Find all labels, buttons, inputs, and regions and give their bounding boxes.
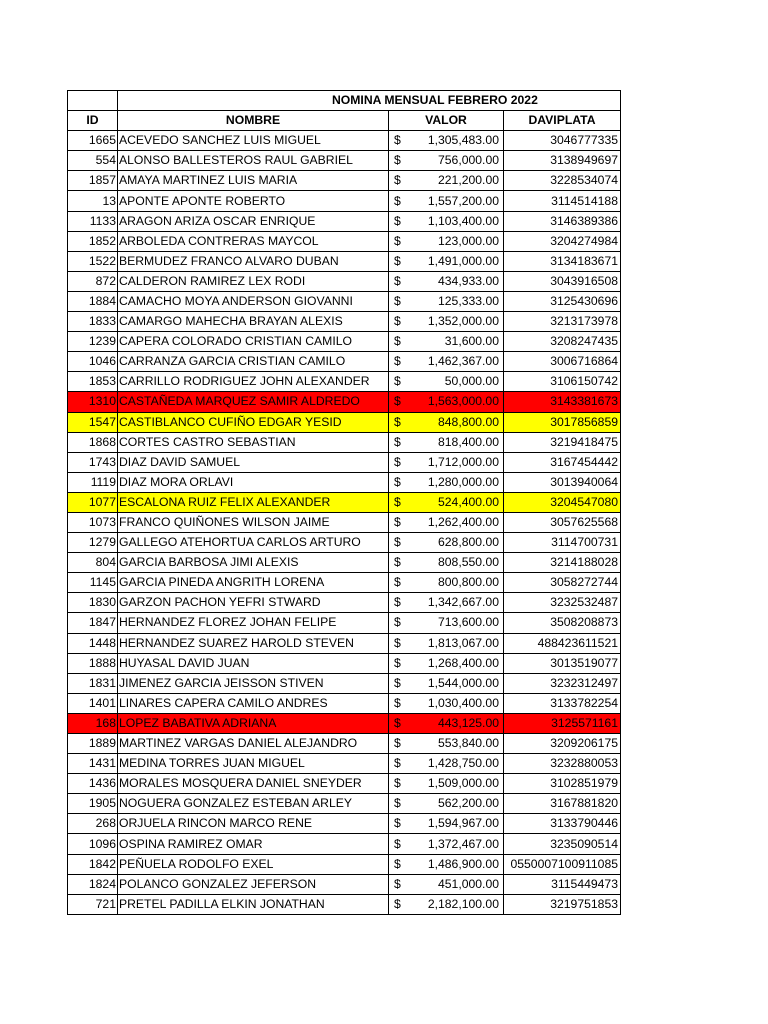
cell-valor: 443,125.00 [407, 713, 504, 733]
table-row [68, 874, 621, 894]
cell-nombre: ARAGON ARIZA OSCAR ENRIQUE [118, 211, 389, 231]
cell-nombre: HERNANDEZ FLOREZ JOHAN FELIPE [118, 613, 389, 633]
cell-daviplata: 3106150742 [504, 372, 621, 392]
cell-id: 872 [68, 271, 118, 291]
cell-nombre: NOGUERA GONZALEZ ESTEBAN ARLEY [118, 794, 389, 814]
cell-daviplata: 3102851979 [504, 774, 621, 794]
header-id: ID [68, 111, 118, 131]
cell-daviplata: 3125430696 [504, 291, 621, 311]
cell-daviplata: 3146389386 [504, 211, 621, 231]
table-row [68, 613, 621, 633]
cell-valor: 123,000.00 [407, 231, 504, 251]
cell-daviplata: 3167881820 [504, 794, 621, 814]
table-row [68, 533, 621, 553]
cell-nombre: MORALES MOSQUERA DANIEL SNEYDER [118, 774, 389, 794]
cell-nombre: GALLEGO ATEHORTUA CARLOS ARTURO [118, 533, 389, 553]
cell-currency: $ [389, 211, 407, 231]
cell-nombre: JIMENEZ GARCIA JEISSON STIVEN [118, 673, 389, 693]
cell-valor: 1,305,483.00 [407, 131, 504, 151]
cell-valor: 451,000.00 [407, 874, 504, 894]
title-spacer [68, 91, 118, 111]
cell-daviplata: 3508208873 [504, 613, 621, 633]
cell-nombre: PRETEL PADILLA ELKIN JONATHAN [118, 894, 389, 914]
table-row [68, 432, 621, 452]
cell-currency: $ [389, 191, 407, 211]
cell-id: 1073 [68, 512, 118, 532]
table-row [68, 291, 621, 311]
cell-daviplata: 3235090514 [504, 834, 621, 854]
cell-id: 1842 [68, 854, 118, 874]
cell-currency: $ [389, 231, 407, 251]
cell-daviplata: 3013940064 [504, 472, 621, 492]
cell-currency: $ [389, 553, 407, 573]
cell-valor: 1,280,000.00 [407, 472, 504, 492]
cell-currency: $ [389, 412, 407, 432]
cell-currency: $ [389, 874, 407, 894]
table-row [68, 573, 621, 593]
table-row [68, 131, 621, 151]
cell-currency: $ [389, 894, 407, 914]
cell-daviplata: 3115449473 [504, 874, 621, 894]
cell-currency: $ [389, 814, 407, 834]
cell-currency: $ [389, 171, 407, 191]
cell-nombre: DIAZ MORA ORLAVI [118, 472, 389, 492]
table-body [68, 131, 621, 915]
table-row [68, 332, 621, 352]
cell-nombre: ACEVEDO SANCHEZ LUIS MIGUEL [118, 131, 389, 151]
cell-id: 1833 [68, 312, 118, 332]
table-row [68, 553, 621, 573]
cell-currency: $ [389, 533, 407, 553]
cell-nombre: CASTIBLANCO CUFIÑO EDGAR YESID [118, 412, 389, 432]
cell-id: 1852 [68, 231, 118, 251]
cell-nombre: GARCIA BARBOSA JIMI ALEXIS [118, 553, 389, 573]
cell-daviplata: 3208247435 [504, 332, 621, 352]
cell-valor: 713,600.00 [407, 613, 504, 633]
cell-daviplata: 3013519077 [504, 653, 621, 673]
cell-id: 1547 [68, 412, 118, 432]
cell-nombre: MEDINA TORRES JUAN MIGUEL [118, 754, 389, 774]
table-row [68, 794, 621, 814]
cell-id: 1888 [68, 653, 118, 673]
cell-id: 13 [68, 191, 118, 211]
cell-currency: $ [389, 151, 407, 171]
cell-daviplata: 3204274984 [504, 231, 621, 251]
cell-daviplata: 3219418475 [504, 432, 621, 452]
cell-daviplata: 3209206175 [504, 734, 621, 754]
table-row [68, 452, 621, 472]
cell-id: 1830 [68, 593, 118, 613]
cell-nombre: CALDERON RAMIREZ LEX RODI [118, 271, 389, 291]
table-row [68, 774, 621, 794]
cell-valor: 50,000.00 [407, 372, 504, 392]
cell-id: 1239 [68, 332, 118, 352]
cell-daviplata: 3125571161 [504, 713, 621, 733]
table-row [68, 734, 621, 754]
cell-currency: $ [389, 754, 407, 774]
cell-valor: 524,400.00 [407, 492, 504, 512]
cell-valor: 1,462,367.00 [407, 352, 504, 372]
cell-id: 1310 [68, 392, 118, 412]
table-row [68, 653, 621, 673]
cell-nombre: CASTAÑEDA MARQUEZ SAMIR ALDREDO [118, 392, 389, 412]
cell-id: 1133 [68, 211, 118, 231]
cell-id: 1831 [68, 673, 118, 693]
cell-id: 1046 [68, 352, 118, 372]
table-row [68, 312, 621, 332]
cell-nombre: BERMUDEZ FRANCO ALVARO DUBAN [118, 251, 389, 271]
sheet-title: NOMINA MENSUAL FEBRERO 2022 [118, 91, 621, 111]
cell-valor: 628,800.00 [407, 533, 504, 553]
cell-currency: $ [389, 673, 407, 693]
cell-daviplata: 3214188028 [504, 553, 621, 573]
cell-currency: $ [389, 854, 407, 874]
cell-id: 1522 [68, 251, 118, 271]
cell-id: 1431 [68, 754, 118, 774]
cell-nombre: APONTE APONTE ROBERTO [118, 191, 389, 211]
header-daviplata: DAVIPLATA [504, 111, 621, 131]
cell-id: 1436 [68, 774, 118, 794]
cell-daviplata: 3219751853 [504, 894, 621, 914]
payroll-table [67, 90, 621, 915]
cell-id: 1824 [68, 874, 118, 894]
cell-id: 1119 [68, 472, 118, 492]
cell-currency: $ [389, 633, 407, 653]
cell-valor: 1,428,750.00 [407, 754, 504, 774]
cell-nombre: HUYASAL DAVID JUAN [118, 653, 389, 673]
cell-id: 1847 [68, 613, 118, 633]
cell-currency: $ [389, 774, 407, 794]
cell-valor: 221,200.00 [407, 171, 504, 191]
cell-currency: $ [389, 734, 407, 754]
table-row [68, 834, 621, 854]
cell-valor: 125,333.00 [407, 291, 504, 311]
cell-nombre: CAMACHO MOYA ANDERSON GIOVANNI [118, 291, 389, 311]
cell-valor: 1,103,400.00 [407, 211, 504, 231]
cell-id: 1096 [68, 834, 118, 854]
cell-nombre: ARBOLEDA CONTRERAS MAYCOL [118, 231, 389, 251]
cell-valor: 1,594,967.00 [407, 814, 504, 834]
table-row [68, 151, 621, 171]
cell-id: 1401 [68, 693, 118, 713]
table-row [68, 392, 621, 412]
cell-daviplata: 3058272744 [504, 573, 621, 593]
cell-id: 1743 [68, 452, 118, 472]
cell-daviplata: 3134183671 [504, 251, 621, 271]
cell-valor: 848,800.00 [407, 412, 504, 432]
cell-valor: 1,563,000.00 [407, 392, 504, 412]
cell-currency: $ [389, 593, 407, 613]
cell-valor: 1,491,000.00 [407, 251, 504, 271]
cell-nombre: LOPEZ BABATIVA ADRIANA [118, 713, 389, 733]
cell-currency: $ [389, 472, 407, 492]
cell-currency: $ [389, 372, 407, 392]
cell-nombre: FRANCO QUIÑONES WILSON JAIME [118, 512, 389, 532]
cell-currency: $ [389, 432, 407, 452]
cell-nombre: ALONSO BALLESTEROS RAUL GABRIEL [118, 151, 389, 171]
cell-currency: $ [389, 573, 407, 593]
cell-currency: $ [389, 613, 407, 633]
cell-nombre: ORJUELA RINCON MARCO RENE [118, 814, 389, 834]
table-row [68, 191, 621, 211]
cell-id: 1853 [68, 372, 118, 392]
cell-id: 1077 [68, 492, 118, 512]
cell-daviplata: 3057625568 [504, 512, 621, 532]
cell-id: 804 [68, 553, 118, 573]
cell-valor: 1,268,400.00 [407, 653, 504, 673]
cell-nombre: CORTES CASTRO SEBASTIAN [118, 432, 389, 452]
table-row [68, 372, 621, 392]
cell-daviplata: 3006716864 [504, 352, 621, 372]
cell-daviplata: 3213173978 [504, 312, 621, 332]
cell-daviplata: 3017856859 [504, 412, 621, 432]
cell-daviplata: 3114700731 [504, 533, 621, 553]
cell-valor: 1,712,000.00 [407, 452, 504, 472]
cell-nombre: AMAYA MARTINEZ LUIS MARIA [118, 171, 389, 191]
cell-id: 1279 [68, 533, 118, 553]
cell-id: 1145 [68, 573, 118, 593]
cell-valor: 1,486,900.00 [407, 854, 504, 874]
table-row [68, 593, 621, 613]
cell-currency: $ [389, 492, 407, 512]
cell-valor: 1,030,400.00 [407, 693, 504, 713]
cell-daviplata: 3043916508 [504, 271, 621, 291]
cell-id: 1868 [68, 432, 118, 452]
cell-nombre: HERNANDEZ SUAREZ HAROLD STEVEN [118, 633, 389, 653]
cell-valor: 553,840.00 [407, 734, 504, 754]
cell-id: 554 [68, 151, 118, 171]
table-row [68, 412, 621, 432]
cell-id: 1448 [68, 633, 118, 653]
table-row [68, 512, 621, 532]
cell-id: 1857 [68, 171, 118, 191]
cell-nombre: LINARES CAPERA CAMILO ANDRES [118, 693, 389, 713]
cell-currency: $ [389, 392, 407, 412]
cell-currency: $ [389, 653, 407, 673]
table-row [68, 633, 621, 653]
table-row [68, 352, 621, 372]
cell-id: 268 [68, 814, 118, 834]
cell-daviplata: 3138949697 [504, 151, 621, 171]
cell-valor: 1,262,400.00 [407, 512, 504, 532]
cell-daviplata: 3204547080 [504, 492, 621, 512]
cell-id: 168 [68, 713, 118, 733]
cell-valor: 818,400.00 [407, 432, 504, 452]
header-nombre: NOMBRE [118, 111, 389, 131]
cell-valor: 1,352,000.00 [407, 312, 504, 332]
cell-currency: $ [389, 352, 407, 372]
cell-id: 1905 [68, 794, 118, 814]
cell-currency: $ [389, 271, 407, 291]
cell-nombre: OSPINA RAMIREZ OMAR [118, 834, 389, 854]
cell-currency: $ [389, 713, 407, 733]
cell-nombre: MARTINEZ VARGAS DANIEL ALEJANDRO [118, 734, 389, 754]
cell-daviplata: 0550007100911085 [504, 854, 621, 874]
cell-currency: $ [389, 332, 407, 352]
cell-valor: 2,182,100.00 [407, 894, 504, 914]
cell-valor: 1,813,067.00 [407, 633, 504, 653]
table-row [68, 171, 621, 191]
cell-valor: 1,342,667.00 [407, 593, 504, 613]
cell-daviplata: 3143381673 [504, 392, 621, 412]
cell-daviplata: 3114514188 [504, 191, 621, 211]
cell-daviplata: 3133790446 [504, 814, 621, 834]
cell-nombre: DIAZ DAVID SAMUEL [118, 452, 389, 472]
cell-nombre: GARCIA PINEDA ANGRITH LORENA [118, 573, 389, 593]
table-row [68, 211, 621, 231]
cell-valor: 1,509,000.00 [407, 774, 504, 794]
cell-nombre: CARRANZA GARCIA CRISTIAN CAMILO [118, 352, 389, 372]
cell-valor: 31,600.00 [407, 332, 504, 352]
cell-currency: $ [389, 312, 407, 332]
table-row [68, 492, 621, 512]
cell-id: 1889 [68, 734, 118, 754]
cell-valor: 434,933.00 [407, 271, 504, 291]
cell-currency: $ [389, 131, 407, 151]
table-row [68, 251, 621, 271]
cell-valor: 808,550.00 [407, 553, 504, 573]
cell-id: 1665 [68, 131, 118, 151]
header-row [68, 111, 621, 131]
cell-nombre: GARZON PACHON YEFRI STWARD [118, 593, 389, 613]
cell-nombre: ESCALONA RUIZ FELIX ALEXANDER [118, 492, 389, 512]
table-row [68, 673, 621, 693]
cell-currency: $ [389, 693, 407, 713]
cell-valor: 1,544,000.00 [407, 673, 504, 693]
cell-daviplata: 488423611521 [504, 633, 621, 653]
cell-nombre: CAPERA COLORADO CRISTIAN CAMILO [118, 332, 389, 352]
table-row [68, 472, 621, 492]
cell-valor: 1,372,467.00 [407, 834, 504, 854]
cell-currency: $ [389, 794, 407, 814]
cell-valor: 756,000.00 [407, 151, 504, 171]
cell-currency: $ [389, 512, 407, 532]
cell-valor: 1,557,200.00 [407, 191, 504, 211]
cell-currency: $ [389, 452, 407, 472]
cell-daviplata: 3228534074 [504, 171, 621, 191]
cell-daviplata: 3167454442 [504, 452, 621, 472]
table-row [68, 854, 621, 874]
table-row [68, 271, 621, 291]
table-row [68, 894, 621, 914]
table-row [68, 713, 621, 733]
cell-daviplata: 3232532487 [504, 593, 621, 613]
cell-nombre: CARRILLO RODRIGUEZ JOHN ALEXANDER [118, 372, 389, 392]
cell-daviplata: 3232312497 [504, 673, 621, 693]
cell-valor: 562,200.00 [407, 794, 504, 814]
title-row [68, 91, 621, 111]
table-row [68, 231, 621, 251]
cell-daviplata: 3133782254 [504, 693, 621, 713]
header-valor: VALOR [389, 111, 504, 131]
cell-nombre: PEÑUELA RODOLFO EXEL [118, 854, 389, 874]
cell-id: 721 [68, 894, 118, 914]
table-row [68, 754, 621, 774]
table-row [68, 814, 621, 834]
table-row [68, 693, 621, 713]
cell-valor: 800,800.00 [407, 573, 504, 593]
cell-id: 1884 [68, 291, 118, 311]
cell-daviplata: 3232880053 [504, 754, 621, 774]
cell-currency: $ [389, 834, 407, 854]
cell-nombre: CAMARGO MAHECHA BRAYAN ALEXIS [118, 312, 389, 332]
cell-currency: $ [389, 251, 407, 271]
cell-daviplata: 3046777335 [504, 131, 621, 151]
cell-currency: $ [389, 291, 407, 311]
cell-nombre: POLANCO GONZALEZ JEFERSON [118, 874, 389, 894]
